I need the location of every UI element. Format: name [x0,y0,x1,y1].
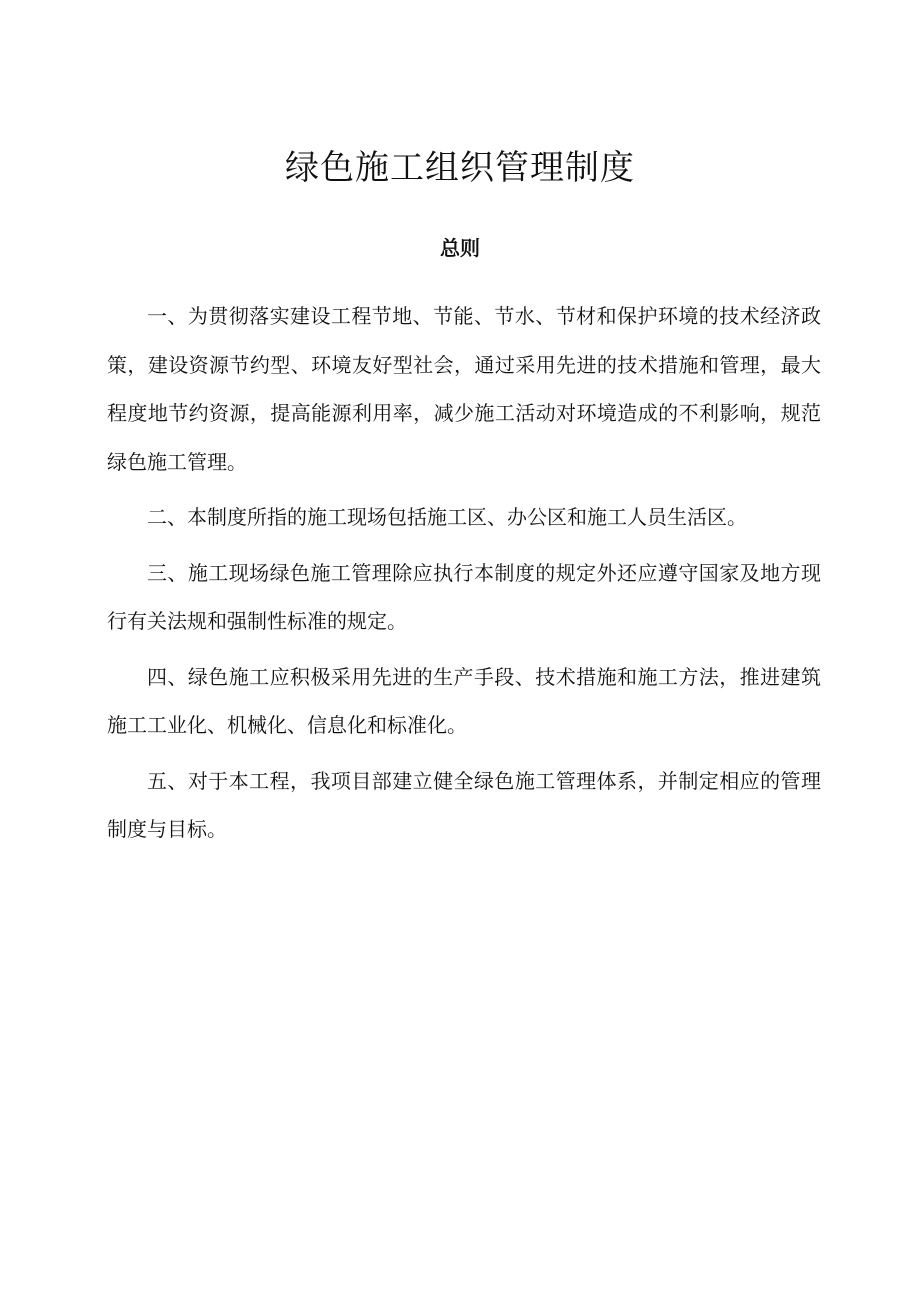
paragraph-2: 二、本制度所指的施工现场包括施工区、办公区和施工人员生活区。 [147,505,747,529]
document-title: 绿色施工组织管理制度 [285,148,635,188]
section-heading: 总则 [440,236,480,260]
document-body [107,292,821,861]
paragraph-3: 三、施工现场绿色施工管理除应执行本制度的规定外还应遵守国家及地方现行有关法规和强制性标准的规定。 [107,560,821,633]
paragraph-4: 四、绿色施工应积极采用先进的生产手段、技术措施和施工方法，推进建筑施工工业化、机械化、信息化和标准化。 [107,664,821,737]
paragraph-1: 一、为贯彻落实建设工程节地、节能、节水、节材和保护环境的技术经济政策，建设资源节约型、环境友好型社会，通过采用先进的技术措施和管理，最大程度地节约资源，提高能源利用率，减少施工活动对环境造成的不利影响，规范绿色施工管理。 [107,304,821,474]
paragraph-5: 五、对于本工程，我项目部建立健全绿色施工管理体系，并制定相应的管理制度与目标。 [107,768,821,841]
